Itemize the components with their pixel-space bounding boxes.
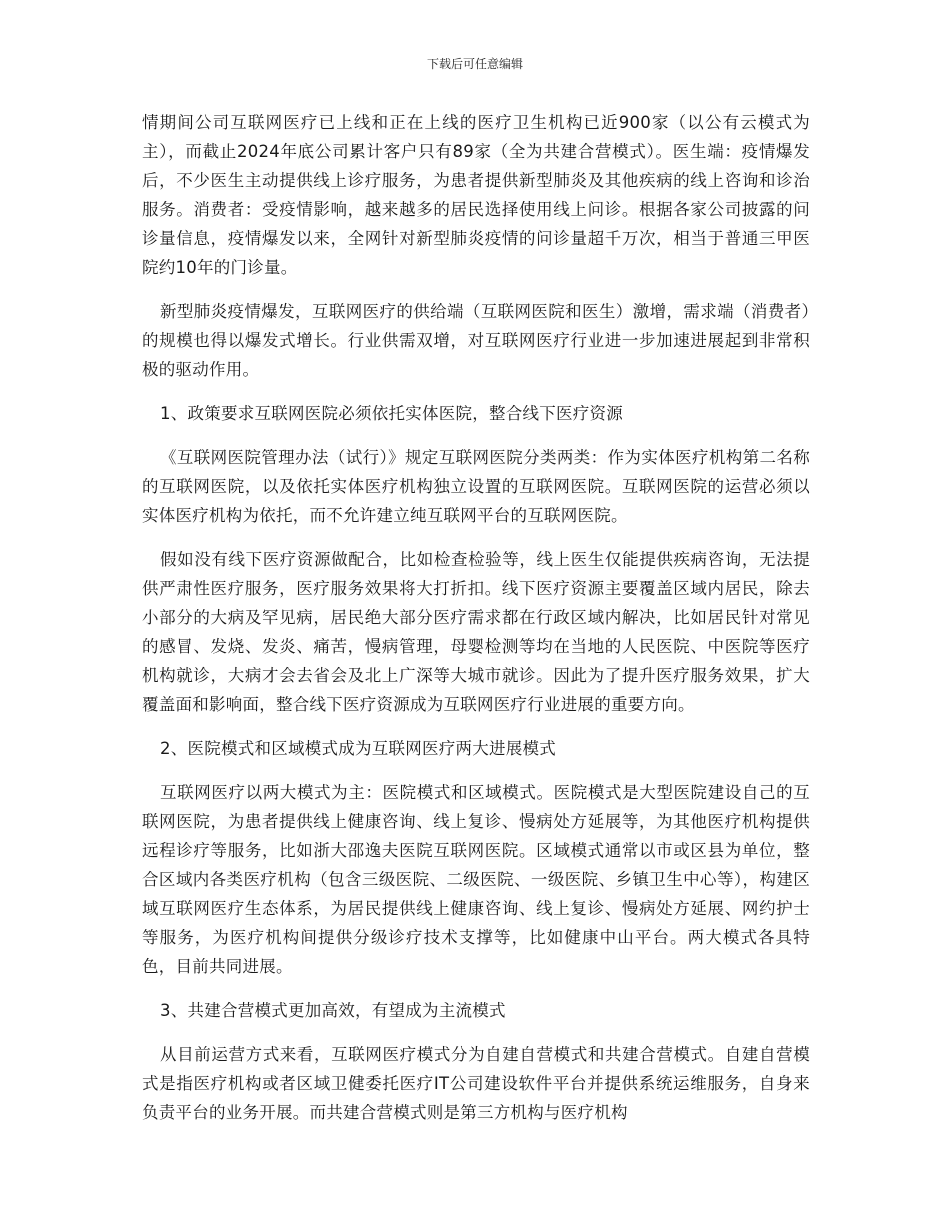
section-heading: 3、共建合营模式更加高效，有望成为主流模式 bbox=[160, 1001, 506, 1020]
document-body bbox=[142, 108, 810, 1142]
section-heading: 2、医院模式和区域模式成为互联网医疗两大进展模式 bbox=[160, 739, 556, 758]
paragraph: 情期间公司互联网医疗已上线和正在上线的医疗卫生机构已近900家（以公有云模式为主），而截止2024年底公司累计客户只有89家（全为共建合营模式）。医生端：疫情爆发后，不少医生主动提供线上诊疗服务，为患者提供新型肺炎及其他疾病的线上咨询和诊治服务。消费者：受疫情影响，越来越多的居民选择使用线上问诊。根据各家公司披露的问诊量信息，疫情爆发以来，全网针对新型肺炎疫情的问诊量超千万次，相当于普通三甲医院约10年的门诊量。 bbox=[142, 113, 810, 277]
paragraph: 互联网医疗以两大模式为主：医院模式和区域模式。医院模式是大型医院建设自己的互联网医院，为患者提供线上健康咨询、线上复诊、慢病处方延展等，为其他医疗机构提供远程诊疗等服务，比如浙大邵逸夫医院互联网医院。区域模式通常以市或区县为单位，整合区域内各类医疗机构（包含三级医院、二级医院、一级医院、乡镇卫生中心等），构建区域互联网医疗生态体系，为居民提供线上健康咨询、线上复诊、慢病处方延展、网约护士等服务，为医疗机构间提供分级诊疗技术支撑等，比如健康中山平台。两大模式各具特色，目前共同进展。 bbox=[142, 783, 810, 976]
paragraph: 新型肺炎疫情爆发，互联网医疗的供给端（互联网医院和医生）激增，需求端（消费者）的规模也得以爆发式增长。行业供需双增，对互联网医疗行业进一步加速进展起到非常积极的驱动作用。 bbox=[142, 302, 810, 379]
paragraph: 假如没有线下医疗资源做配合，比如检查检验等，线上医生仅能提供疾病咨询，无法提供严肃性医疗服务，医疗服务效果将大打折扣。线下医疗资源主要覆盖区域内居民，除去小部分的大病及罕见病，居民绝大部分医疗需求都在行政区域内解决，比如居民针对常见的感冒、发烧、发炎、痛苦，慢病管理，母婴检测等均在当地的人民医院、中医院等医疗机构就诊，大病才会去省会及北上广深等大城市就诊。因此为了提升医疗服务效果，扩大覆盖面和影响面，整合线下医疗资源成为互联网医疗行业进展的重要方向。 bbox=[142, 550, 810, 714]
paragraph: 从目前运营方式来看，互联网医疗模式分为自建自营模式和共建合营模式。自建自营模式是指医疗机构或者区域卫健委托医疗IT公司建设软件平台并提供系统运维服务，自身来负责平台的业务开展。而共建合营模式则是第三方机构与医疗机构 bbox=[142, 1045, 810, 1122]
section-heading: 1、政策要求互联网医院必须依托实体医院，整合线下医疗资源 bbox=[160, 404, 623, 423]
page-header: 下载后可任意编辑 bbox=[426, 57, 523, 71]
paragraph: 《互联网医院管理办法（试行）》规定互联网医院分类两类：作为实体医疗机构第二名称的互联网医院，以及依托实体医疗机构独立设置的互联网医院。互联网医院的运营必须以实体医疗机构为依托，而不允许建立纯互联网平台的互联网医院。 bbox=[142, 448, 810, 525]
